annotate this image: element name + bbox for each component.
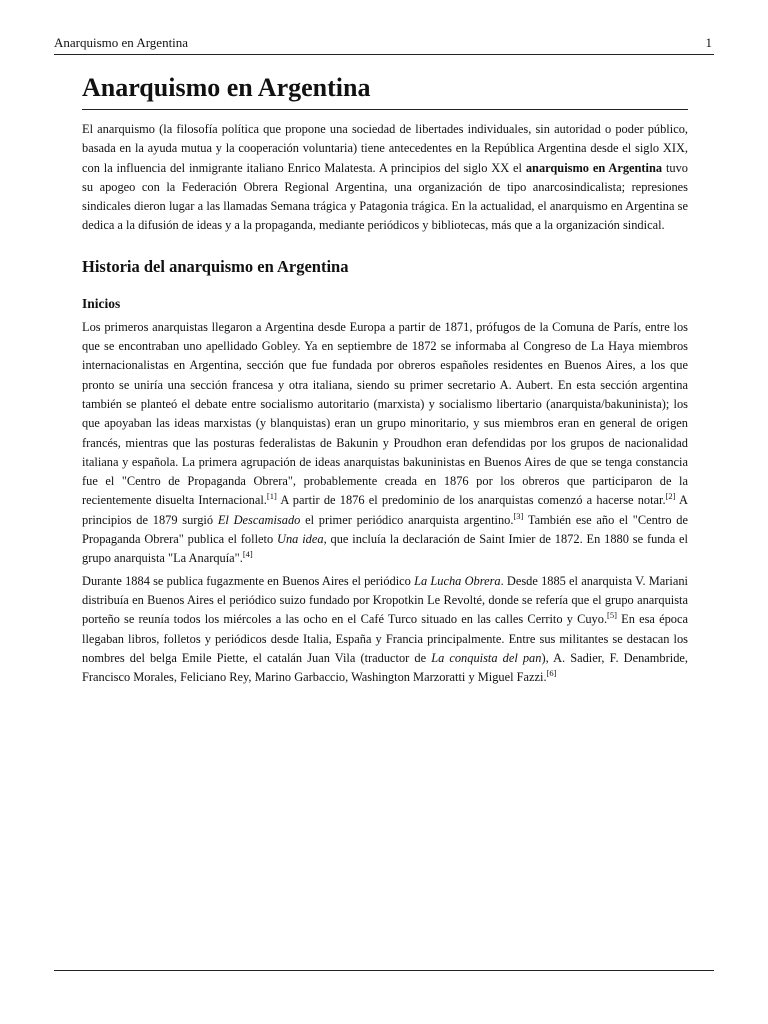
paragraph-text: . Desde 1885 el anarquista V. Mariani distribuía en Buenos Aires el periódico suizo fundado por Kropotkin Le Revolté, donde se refería que el grupo anarquista porteño se reunía todos los miércoles a las ocho en el Café Turco situado en las calles Cerrito y Cuyo. <box>82 573 688 627</box>
citation-link[interactable]: [2] <box>665 491 676 502</box>
citation-link[interactable]: [5] <box>607 610 617 621</box>
citation-link[interactable]: [6] <box>546 668 557 679</box>
intro-paragraph <box>82 120 688 236</box>
intro-text: El anarquismo (la filosofía política que propone una sociedad de libertades individuales, sin autoridad o poder público, basada en la ayuda mutua y la cooperación voluntaria) tiene antecedentes en la República Argentina desde el siglo XIX, con la influencia del inmigrante italiano Enrico Malatesta. A principios del siglo XX el <box>82 122 688 175</box>
intro-text: tuvo su apogeo con la Federación Obrera Regional Argentina, una organización de tipo anarcosindicalista; represiones sindicales dieron lugar a las llamadas Semana trágica y Patagonia trágica. En la actualidad, el anarquismo en Argentina se dedica a la difusión de ideas y a la propaganda, mediante periódicos y bibliotecas, más que a la organización sindical. <box>82 160 688 233</box>
periodical-title: La Lucha Obrera <box>414 573 501 588</box>
book-title: La conquista del pan <box>431 650 542 665</box>
article-content <box>82 70 688 687</box>
citation-link[interactable]: [3] <box>513 510 524 521</box>
running-header-title: Anarquismo en Argentina <box>54 35 189 50</box>
citation-link[interactable]: [1] <box>266 491 277 502</box>
paragraph-text: Durante 1884 se publica fugazmente en Buenos Aires el periódico <box>82 573 415 588</box>
running-header <box>54 34 714 55</box>
paragraph-text: ), A. Sadier, F. Denambride, Francisco Morales, Feliciano Rey, Marino Garbaccio, Washington Marzoratti y Miguel Fazzi. <box>82 650 688 685</box>
periodical-title: El Descamisado <box>217 512 301 527</box>
body-paragraph-1 <box>82 318 688 569</box>
pamphlet-title: Una idea <box>277 532 324 547</box>
paragraph-text: A principios de 1879 surgió <box>82 493 688 527</box>
page-number: 1 <box>705 35 712 50</box>
body-paragraph-2 <box>82 572 688 688</box>
subsection-heading: Inicios <box>82 295 121 311</box>
paragraph-text: A partir de 1876 el predominio de los anarquistas comenzó a hacerse notar. <box>276 493 666 508</box>
footer-divider <box>54 970 714 971</box>
paragraph-text: , que incluía la declaración de Saint Imier de 1872. En 1880 se funda el grupo anarquista "La Anarquía". <box>82 532 688 566</box>
section-heading: Historia del anarquismo en Argentina <box>82 256 349 276</box>
article-title: Anarquismo en Argentina <box>82 70 688 110</box>
paragraph-text: el primer periódico anarquista argentino. <box>300 512 514 527</box>
citation-link[interactable]: [4] <box>242 549 253 560</box>
paragraph-text: En esa época llegaban libros, folletos y periódicos desde Italia, España y Francia principalmente. Entre sus militantes se destacan los nombres del belga Emile Piette, el catalán Juan Vila (traductor de <box>82 612 688 665</box>
intro-bold-term: anarquismo en Argentina <box>525 160 663 175</box>
paragraph-text: También ese año el "Centro de Propaganda Obrera" publica el folleto <box>82 512 688 547</box>
paragraph-text: Los primeros anarquistas llegaron a Argentina desde Europa a partir de 1871, prófugos de la Comuna de París, entre los que se encontraban uno apellidado Gobley. Ya en septiembre de 1872 se informaba al Congreso de La Haya miembros internacionalistas en Argentina, sección que fue fundada por obreros españoles residentes en Buenos Aires, a los que pronto se uniría una sección francesa y otra italiana, siendo su primer secretario A. Aubert. En esta sección argentina también se planteó el debate entre socialismo autoritario (marxista) y socialismo libertario (anarquista/bakuninista); los que apoyaban las ideas marxistas (y blanquistas) eran un grupo minoritario, y sus miembros eran en general de origen francés, mientras que las posturas federalistas de Bakunin y Proudhon eran defendidas por los grupos de nacionalidad italiana y española. La primera agrupación de ideas anarquistas bakuninistas en Buenos Aires de que se tenga constancia fue el "Centro de Propaganda Obrera", probablemente creada en 1876 por los obreros que participaron de la recientemente disuelta Internacional. <box>82 319 688 508</box>
